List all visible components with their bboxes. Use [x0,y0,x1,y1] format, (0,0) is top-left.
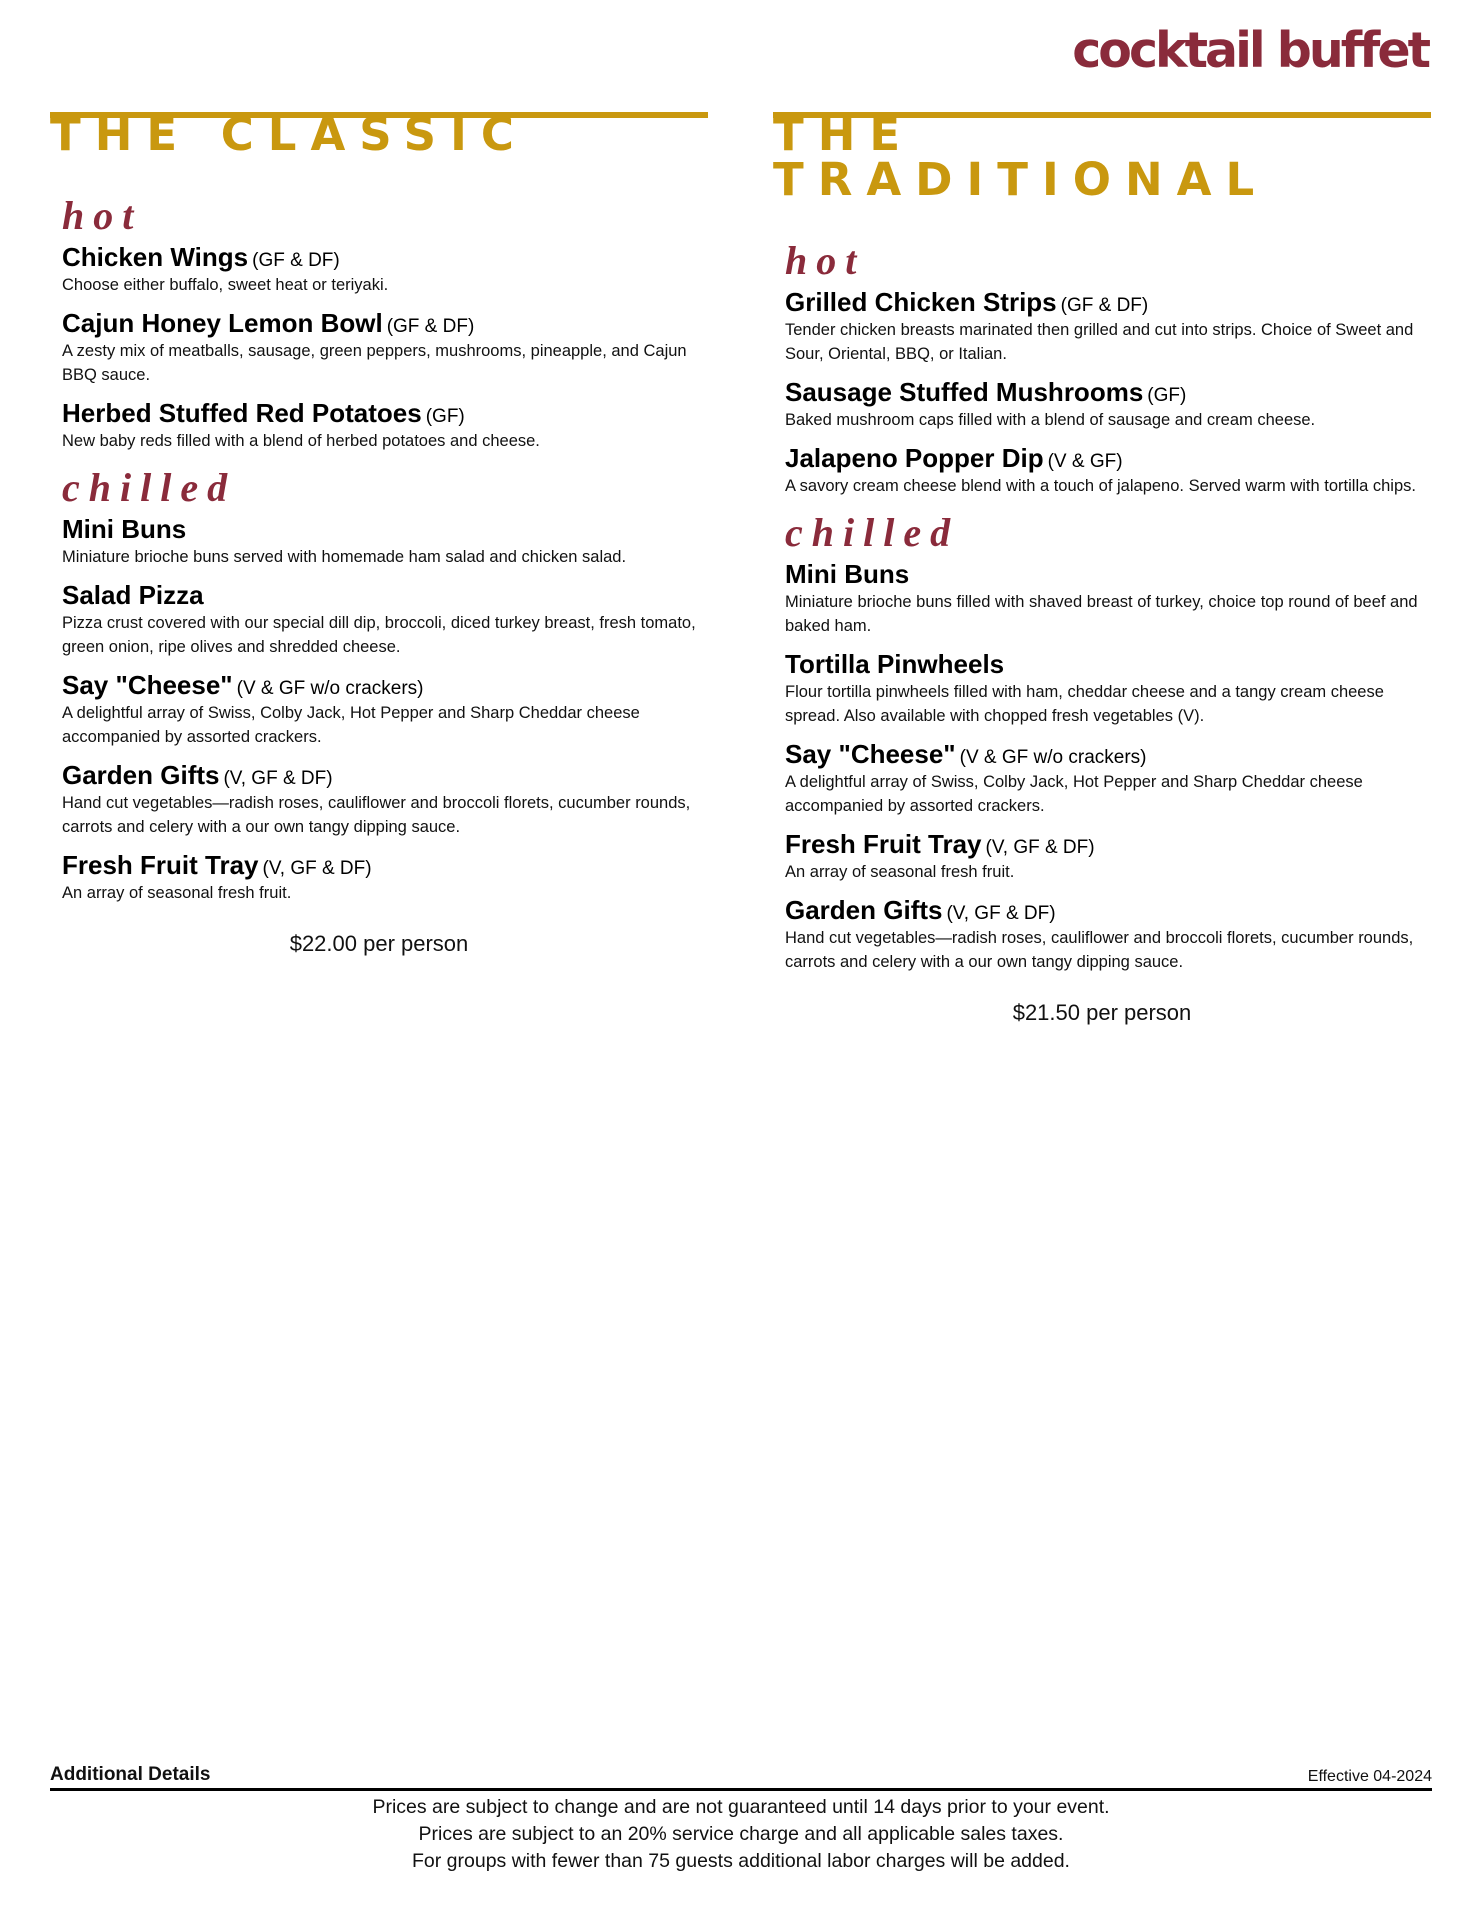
effective-date: Effective 04-2024 [1307,1768,1432,1785]
item-description: New baby reds filled with a blend of herbed potatoes and cheese. [62,432,540,450]
item-tags: (GF & DF) [252,250,340,271]
item-name: Say "Cheese" [785,739,956,769]
price-per-person: $22.00 per person [289,931,469,956]
item-tags: (V, GF & DF) [985,837,1095,858]
item-name: Fresh Fruit Tray [785,829,982,859]
menu-item [785,286,1431,366]
menu-item [785,828,1431,884]
item-tags: (V & GF w/o crackers) [236,678,424,699]
item-tags: (GF) [425,406,465,427]
item-description: A delightful array of Swiss, Colby Jack, Hot Pepper and Sharp Cheddar cheese accompanied by assorted crackers. [785,773,1363,815]
item-description: An array of seasonal fresh fruit. [62,884,292,902]
menu-item [62,759,708,839]
section-label-hot: hot [62,193,143,238]
menu-item [62,849,708,905]
footer-note: For groups with fewer than 75 guests additional labor charges will be added. [412,1850,1070,1872]
item-name: Chicken Wings [62,242,249,272]
item-description: Miniature brioche buns served with homemade ham salad and chicken salad. [62,548,627,566]
menu-item [785,894,1431,974]
item-name: Garden Gifts [785,895,943,925]
section-label-hot: hot [785,238,866,283]
footer [50,1764,1432,1875]
item-tags: (V & GF w/o crackers) [959,747,1147,768]
chilled-items [50,513,708,905]
footer-note: Prices are subject to change and are not guaranteed until 14 days prior to your event. [372,1796,1110,1818]
menu-item [62,579,708,659]
item-name: Cajun Honey Lemon Bowl [62,308,383,338]
hot-items [773,286,1431,498]
item-tags: (V, GF & DF) [262,858,372,879]
item-name: Mini Buns [785,559,910,589]
item-description: Miniature brioche buns filled with shaved breast of turkey, choice top round of beef and baked ham. [785,593,1418,635]
item-description: Baked mushroom caps filled with a blend of sausage and cream cheese. [785,411,1316,429]
menu-title [773,108,1431,208]
item-tags: (GF & DF) [386,316,475,337]
item-name: Mini Buns [62,514,187,544]
menu-item [785,442,1431,498]
item-name: Sausage Stuffed Mushrooms [785,377,1144,407]
menu-item [785,376,1431,432]
item-description: Pizza crust covered with our special dill dip, broccoli, diced turkey breast, fresh tomato, green onion, ripe olives and shredded cheese. [62,614,696,656]
footer-notes [50,1794,1432,1875]
menu-traditional [773,108,1431,1026]
menu-item [785,558,1431,638]
item-description: An array of seasonal fresh fruit. [785,863,1015,881]
item-description: Hand cut vegetables—radish roses, cauliflower and broccoli florets, cucumber rounds, carrots and celery with a our own tangy dipping sauce. [62,794,691,836]
item-description: A savory cream cheese blend with a touch of jalapeno. Served warm with tortilla chips. [785,477,1416,495]
item-description: Flour tortilla pinwheels filled with ham, cheddar cheese and a tangy cream cheese spread. Also available with chopped fresh vegetables (V). [785,683,1384,725]
item-description: A zesty mix of meatballs, sausage, green peppers, mushrooms, pineapple, and Cajun BBQ sauce. [62,342,687,384]
item-name: Say "Cheese" [62,670,233,700]
document-title: cocktail buffet [1072,22,1428,79]
menu-item [785,648,1431,728]
item-description: Tender chicken breasts marinated then grilled and cut into strips. Choice of Sweet and Sour, Oriental, BBQ, or Italian. [785,321,1414,363]
item-name: Grilled Chicken Strips [785,287,1057,317]
item-name: Jalapeno Popper Dip [785,443,1044,473]
menu-item [62,307,708,387]
menu-item [62,241,708,297]
footer-header [50,1764,1432,1791]
item-name: Garden Gifts [62,760,220,790]
item-tags: (V & GF) [1047,451,1123,472]
item-tags: (V, GF & DF) [223,768,333,789]
menu-item [62,397,708,453]
item-description: A delightful array of Swiss, Colby Jack, Hot Pepper and Sharp Cheddar cheese accompanied by assorted crackers. [62,704,640,746]
menu-item [62,669,708,749]
section-label-chilled: chilled [785,510,960,555]
item-name: Tortilla Pinwheels [785,649,1005,679]
item-name: Fresh Fruit Tray [62,850,259,880]
price-per-person: $21.50 per person [1012,1000,1192,1025]
footer-note: Prices are subject to an 20% service charge and all applicable sales taxes. [418,1823,1064,1845]
item-name: Salad Pizza [62,580,204,610]
item-name: Herbed Stuffed Red Potatoes [62,398,422,428]
item-description: Hand cut vegetables—radish roses, cauliflower and broccoli florets, cucumber rounds, carrots and celery with a our own tangy dipping sauce. [785,929,1414,971]
hot-items [50,241,708,453]
menu-item [785,738,1431,818]
item-description: Choose either buffalo, sweet heat or teriyaki. [62,276,389,294]
menu-title [50,108,708,163]
menu-item [62,513,708,569]
item-tags: (GF & DF) [1060,295,1149,316]
item-tags: (GF) [1147,385,1187,406]
menu-title-text: THE CLASSIC [50,108,528,161]
item-tags: (V, GF & DF) [946,903,1056,924]
menu-title-text: THE TRADITIONAL [773,108,1269,206]
chilled-items [773,558,1431,974]
section-label-chilled: chilled [62,465,237,510]
footer-title: Additional Details [50,1764,211,1785]
menu-classic [50,108,708,957]
